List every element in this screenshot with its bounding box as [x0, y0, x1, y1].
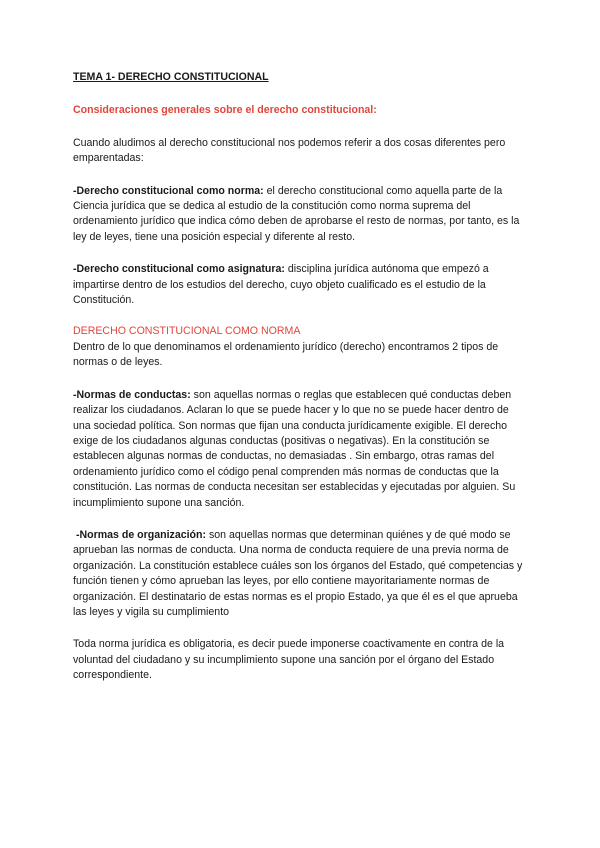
document-page	[73, 70, 529, 684]
definition-norma-lead: -Derecho constitucional como norma:	[73, 184, 264, 197]
normas-organizacion-lead: -Normas de organización:	[73, 528, 207, 541]
definition-asignatura-paragraph	[73, 262, 529, 308]
definition-asignatura-text: disciplina jurídica autónoma que empezó a impartirse dentro de los estudios del derecho, cuyo objeto cualificado es el estudio de la Constitución.	[73, 263, 489, 307]
normas-organizacion-text: son aquellas normas que determinan quiénes y de qué modo se aprueban las normas de conducta. Una norma de conducta requiere de una previa norma de organización. La constitución establece cuáles son los órganos del Estado, qué competencias y función tienen y cómo aprueban las leyes, por ello contiene mayoritariamente normas de organización. El destinatario de estas normas es el propio Estado, ya que él es el que aprueba las leyes y vigila su cumplimiento	[73, 528, 523, 618]
normas-conducta-paragraph	[73, 388, 529, 511]
normas-conducta-text: son aquellas normas o reglas que establecen qué conductas deben realizar los ciudadanos. Aclaran lo que se puede hacer y lo que no se puede hacer dentro de una sociedad política. Son normas que fijan una conducta jurídicamente exigible. El derecho exige de los ciudadanos algunas conductas (positivas o negativas). En la constitución se establecen algunas normas de conductas, no demasiadas . Sin embargo, otras ramas del ordenamiento jurídico como el código penal comprenden más normas de conductas que la constitución. Las normas de conducta necesitan ser establecidas y ejecutadas por alguien. Su incumplimiento supone una sanción.	[73, 388, 516, 509]
normas-organizacion-paragraph	[73, 528, 529, 620]
definition-norma-paragraph	[73, 184, 529, 246]
definition-norma-text: el derecho constitucional como aquella parte de la Ciencia jurídica que se dedica al estudio de la constitución como norma suprema del ordenamiento jurídico que indica cómo deben de aprobarse el resto de normas, por tanto, es la ley de leyes, tiene una posición especial y diferente al resto.	[73, 184, 520, 243]
document-title: TEMA 1- DERECHO CONSTITUCIONAL	[73, 71, 269, 83]
conclusion-paragraph: Toda norma jurídica es obligatoria, es decir puede imponerse coactivamente en contra de la voluntad del ciudadano y su incumplimiento supone una sanción por el órgano del Estado correspondiente.	[73, 638, 505, 682]
document-subtitle: Consideraciones generales sobre el derecho constitucional:	[73, 104, 377, 117]
section-heading: DERECHO CONSTITUCIONAL COMO NORMA	[73, 325, 301, 338]
definition-asignatura-lead: -Derecho constitucional como asignatura:	[73, 263, 285, 276]
intro-paragraph: Cuando aludimos al derecho constitucional nos podemos referir a dos cosas diferentes pero emparentadas:	[73, 136, 506, 165]
section-intro-paragraph: Dentro de lo que denominamos el ordenamiento jurídico (derecho) encontramos 2 tipos de normas o de leyes.	[73, 340, 499, 369]
normas-conducta-lead: -Normas de conductas:	[73, 388, 191, 401]
